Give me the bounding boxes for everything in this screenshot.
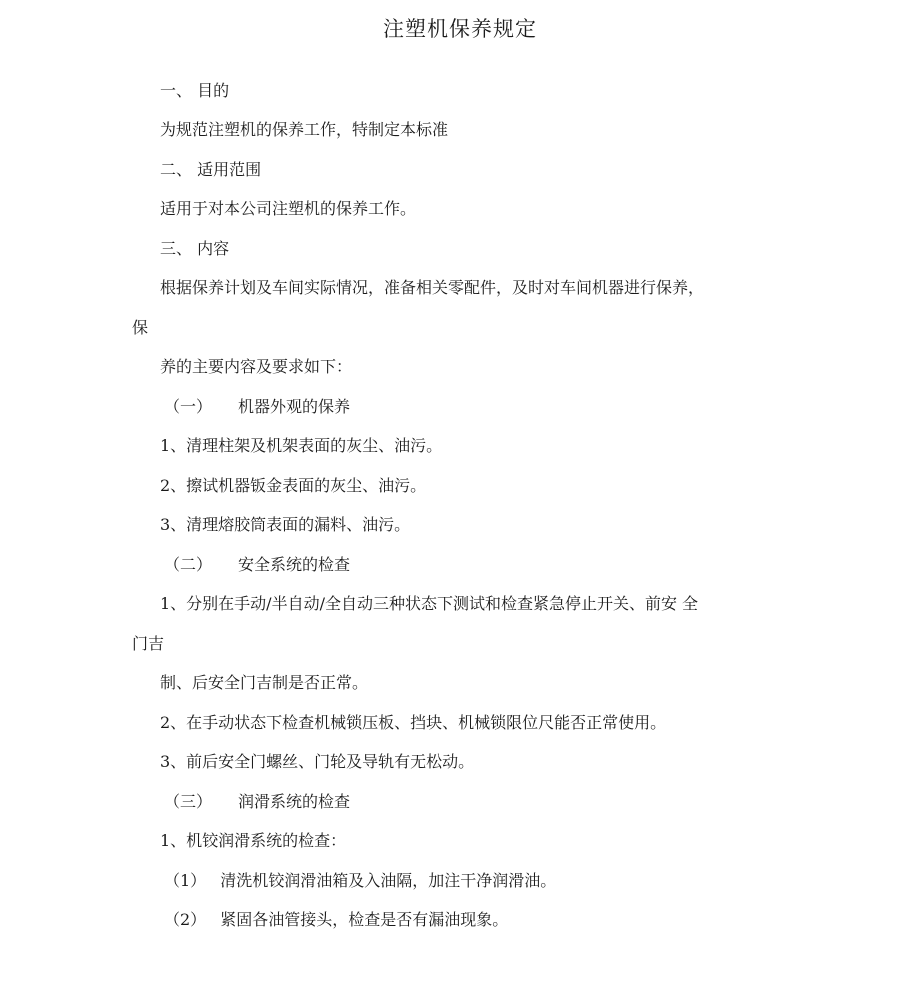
paragraph-content-line-2: 保 <box>132 318 149 337</box>
section-heading-lubrication <box>164 791 350 813</box>
sub-item-text: 紧固各油管接头，检查是否有漏油现象。 <box>220 910 509 929</box>
list-item: 1、机铰润滑系统的检查： <box>160 831 347 850</box>
section-number: （二） <box>164 555 213 574</box>
sub-item <box>164 870 556 892</box>
sub-item-number: （1） <box>164 871 207 890</box>
sub-item <box>164 909 508 931</box>
list-item-line-1: 1、分别在手动/半自动/全自动三种状态下测试和检查紧急停止开关、前安 全 <box>160 594 699 613</box>
document-title: 注塑机保养规定 <box>383 17 537 41</box>
list-item: 2、在手动状态下检查机械锁压板、挡块、机械锁限位尺能否正常使用。 <box>160 713 667 732</box>
list-item: 2、擦试机器钣金表面的灰尘、油污。 <box>160 476 427 495</box>
sub-item-text: 清洗机铰润滑油箱及入油隔，加注干净润滑油。 <box>220 871 557 890</box>
section-heading-appearance <box>164 396 350 418</box>
section-number: （三） <box>164 792 213 811</box>
sub-item-number: （2） <box>164 910 207 929</box>
list-item-line-2: 门吉 <box>132 634 165 653</box>
heading-scope: 二、 适用范围 <box>160 160 262 179</box>
paragraph-purpose: 为规范注塑机的保养工作，特制定本标准 <box>160 120 449 139</box>
section-label: 安全系统的检查 <box>238 555 351 574</box>
list-item: 1、清理柱架及机架表面的灰尘、油污。 <box>160 436 443 455</box>
section-label: 润滑系统的检查 <box>238 792 351 811</box>
paragraph-scope: 适用于对本公司注塑机的保养工作。 <box>160 199 417 218</box>
section-heading-safety <box>164 554 350 576</box>
heading-purpose: 一、 目的 <box>160 81 230 100</box>
paragraph-content-line-3: 养的主要内容及要求如下： <box>160 357 353 376</box>
list-item-line-3: 制、后安全门吉制是否正常。 <box>160 673 369 692</box>
paragraph-content-line-1: 根据保养计划及车间实际情况，准备相关零配件，及时对车间机器进行保养， <box>160 278 705 297</box>
section-label: 机器外观的保养 <box>238 397 351 416</box>
heading-content: 三、 内容 <box>160 239 230 258</box>
section-number: （一） <box>164 397 213 416</box>
list-item: 3、前后安全门螺丝、门轮及导轨有无松动。 <box>160 752 475 771</box>
list-item: 3、清理熔胶筒表面的漏料、油污。 <box>160 515 411 534</box>
